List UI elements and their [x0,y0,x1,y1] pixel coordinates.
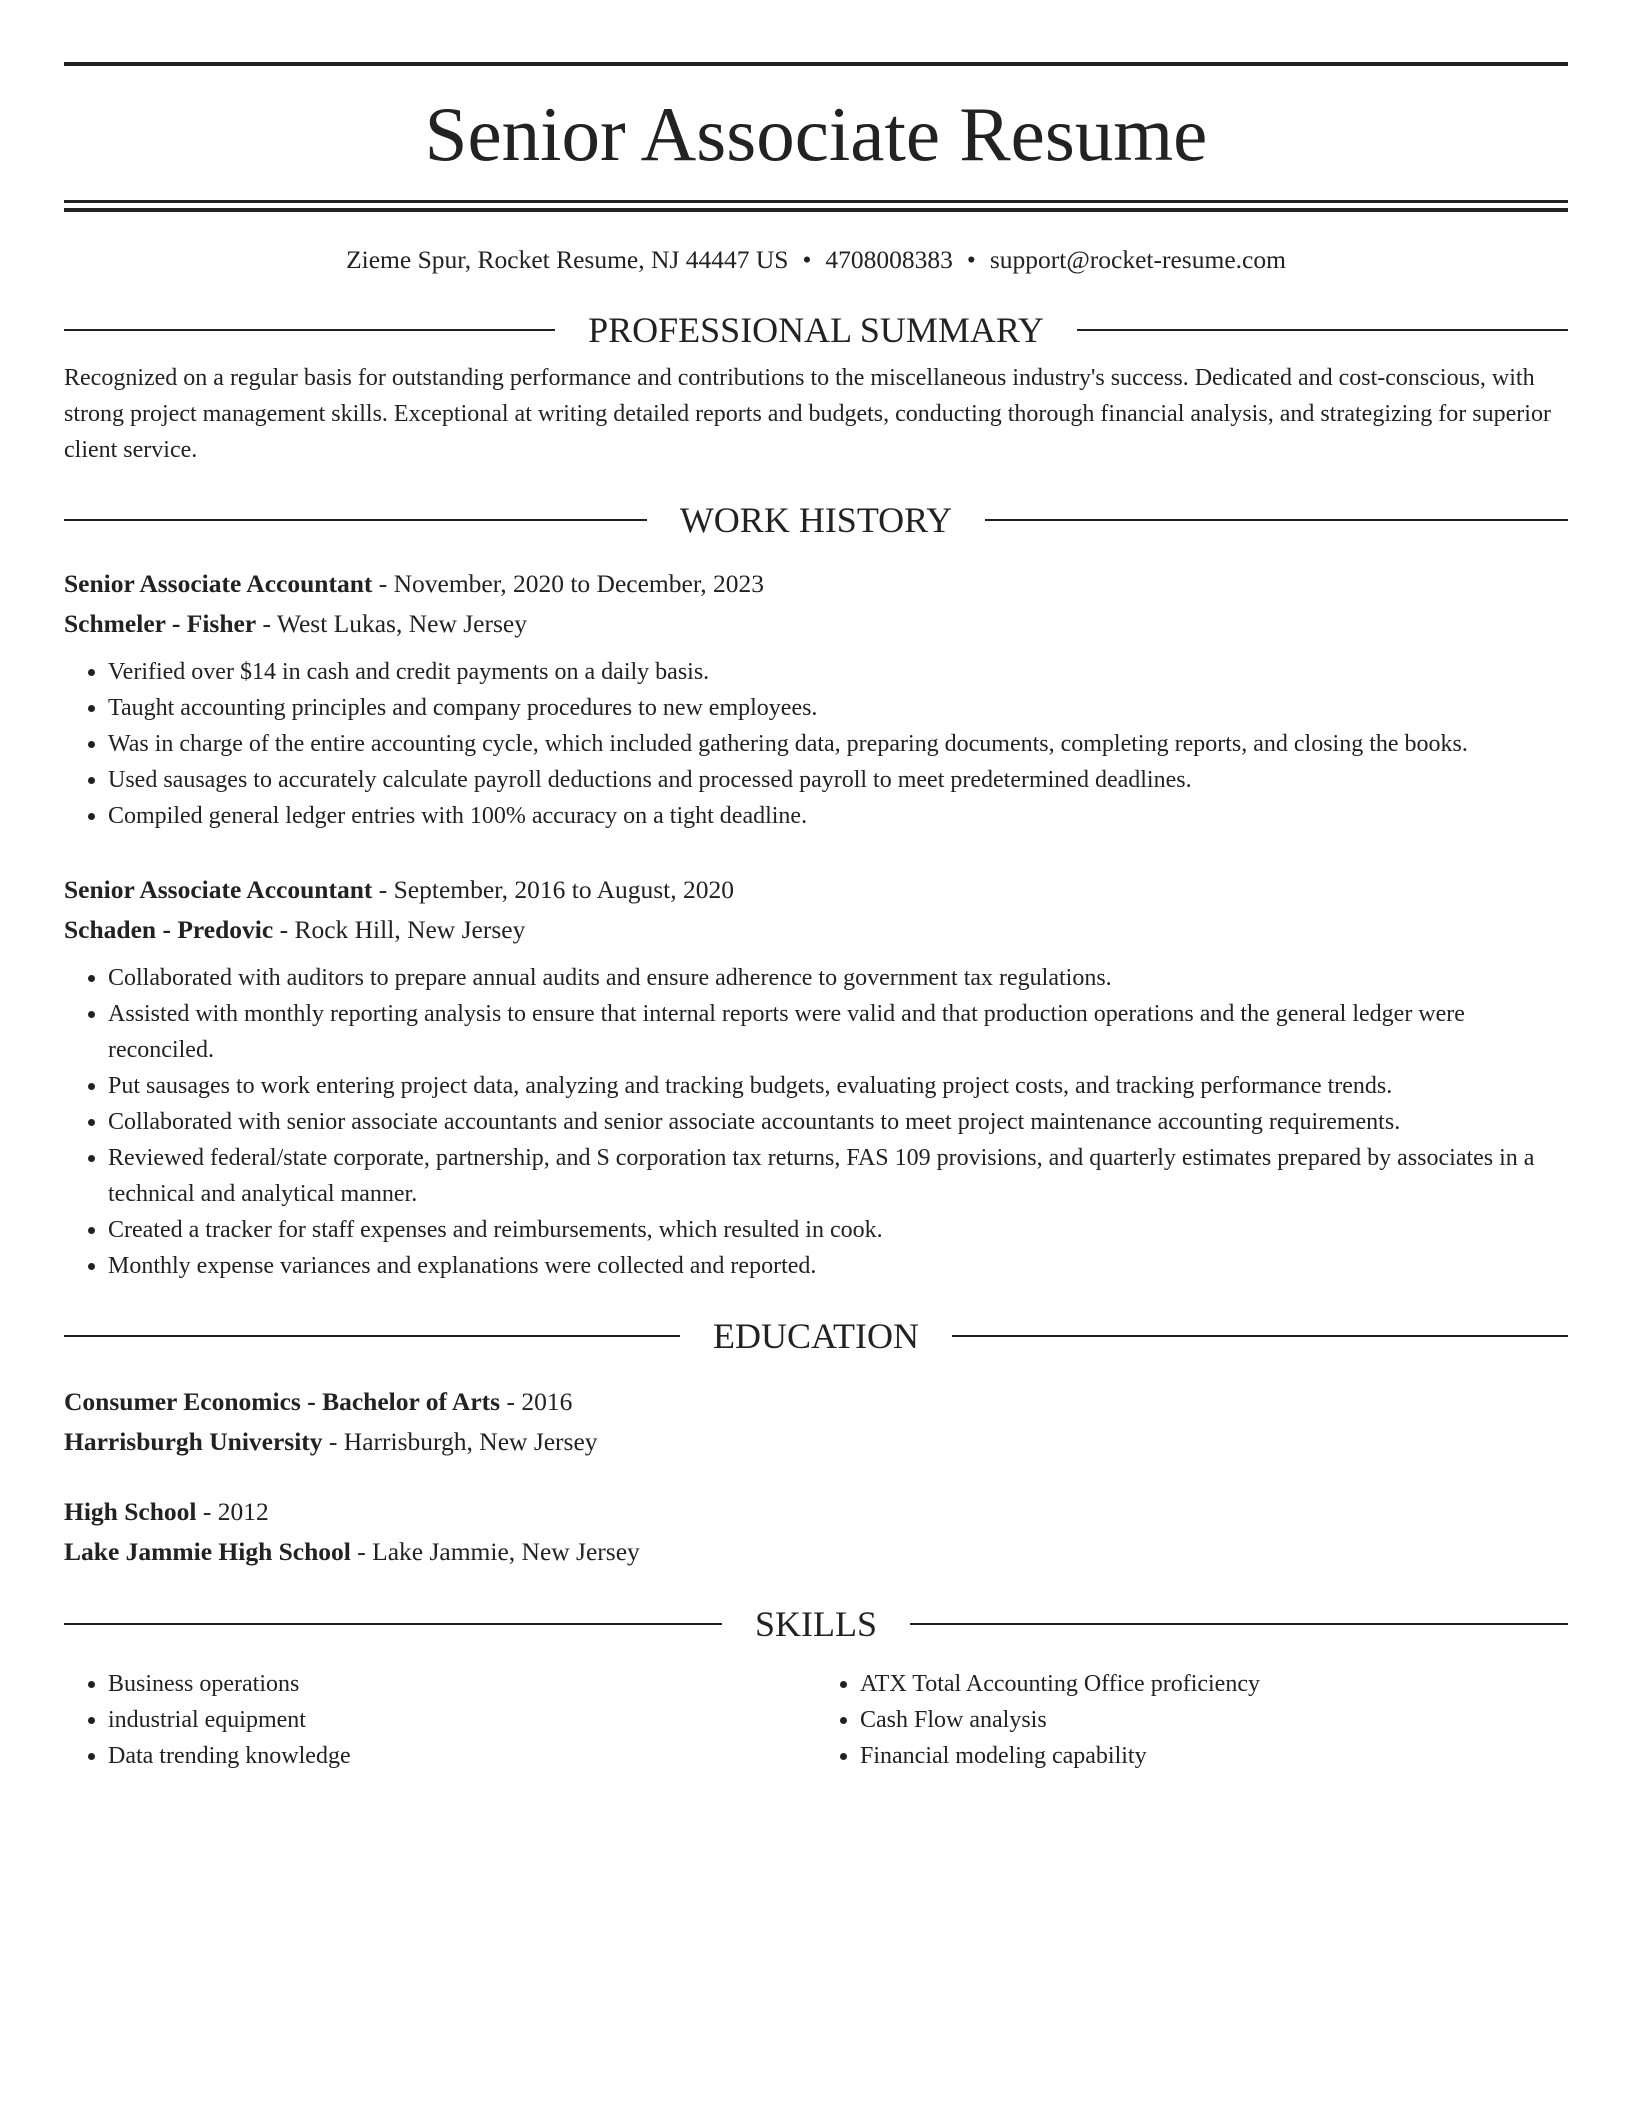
school-location: - Lake Jammie, New Jersey [350,1537,640,1566]
list-item: • Collaborated with auditors to prepare annual audits and ensure adherence to government tax regulations. [108,960,1568,996]
job-company: Schmeler - Fisher [64,609,257,638]
summary-text: Recognized on a regular basis for outstanding performance and contributions to the miscellaneous industry's success. Dedicated and cost-conscious, with strong project management skills. Exceptional at writing detailed reports and budgets, conducting thorough financial analysis, and strategizing for superior client service. [64,365,1551,463]
degree-year: - 2012 [196,1497,269,1526]
list-item: • Collaborated with senior associate accountants and senior associate accountants to meet project maintenance accounting requirements. [108,1104,1568,1140]
job-company: Schaden - Predovic [64,915,274,944]
job-title-line [64,870,1568,910]
job-company-line [64,910,1568,950]
list-item: • Business operations [108,1666,816,1702]
skills-heading-label: SKILLS [755,1604,878,1644]
job-dates: - November, 2020 to December, 2023 [372,569,765,598]
work-heading-label: WORK HISTORY [679,500,953,540]
summary-heading-label: PROFESSIONAL SUMMARY [588,310,1044,350]
contact-line [64,242,1568,278]
job-title: Senior Associate Accountant [64,875,373,904]
top-rule [64,62,1568,66]
heading-rule-right [952,1335,1568,1337]
summary-section-heading [64,308,1568,352]
work-section-heading [64,498,1568,542]
heading-rule-left [64,329,555,331]
job-company-line [64,604,1568,644]
list-item: • Cash Flow analysis [860,1702,1568,1738]
job-bullet-list [64,654,1568,834]
degree-year: - 2016 [500,1387,573,1416]
list-item: • Created a tracker for staff expenses and reimbursements, which resulted in cook. [108,1212,1568,1248]
job-location: - West Lukas, New Jersey [256,609,527,638]
degree-name: High School [64,1497,197,1526]
heading-rule-right [910,1623,1568,1625]
education-heading-label: EDUCATION [713,1316,919,1356]
degree-line [64,1382,1568,1422]
education-entry [64,1492,1568,1572]
list-item: • Monthly expense variances and explanations were collected and reported. [108,1248,1568,1284]
school-line [64,1422,1568,1462]
page-title: Senior Associate Resume [424,91,1208,177]
job-dates: - September, 2016 to August, 2020 [372,875,734,904]
contact-phone: 4708008383 [825,245,953,274]
list-item: • Was in charge of the entire accounting cycle, which included gathering data, preparing documents, completing reports, and closing the books. [108,726,1568,762]
education-entry [64,1382,1568,1462]
list-item: • Financial modeling capability [860,1738,1568,1774]
skills-list-right [816,1666,1568,1774]
school-location: - Harrisburgh, New Jersey [322,1427,598,1456]
heading-rule-left [64,519,647,521]
skills-columns [64,1666,1568,1774]
job-entry [64,870,1568,1284]
contact-address: Zieme Spur, Rocket Resume, NJ 44447 US [346,245,789,274]
heading-rule-left [64,1335,680,1337]
job-title: Senior Associate Accountant [64,569,373,598]
school-name: Lake Jammie High School [64,1537,351,1566]
list-item: • Reviewed federal/state corporate, partnership, and S corporation tax returns, FAS 109 provisions, and quarterly estimates prepared by associates in a technical and analytical manner. [108,1140,1568,1212]
degree-name: Consumer Economics - Bachelor of Arts [64,1387,501,1416]
list-item: • industrial equipment [108,1702,816,1738]
heading-rule-left [64,1623,722,1625]
list-item: • ATX Total Accounting Office proficiency [860,1666,1568,1702]
education-section-heading [64,1314,1568,1358]
list-item: • Compiled general ledger entries with 100% accuracy on a tight deadline. [108,798,1568,834]
list-item: • Taught accounting principles and company procedures to new employees. [108,690,1568,726]
contact-email: support@rocket-resume.com [989,245,1286,274]
school-name: Harrisburgh University [64,1427,323,1456]
list-item: • Used sausages to accurately calculate payroll deductions and processed payroll to meet predetermined deadlines. [108,762,1568,798]
list-item: • Data trending knowledge [108,1738,816,1774]
skills-list-left [64,1666,816,1774]
heading-rule-right [985,519,1568,521]
school-line [64,1532,1568,1572]
list-item: • Verified over $14 in cash and credit payments on a daily basis. [108,654,1568,690]
contact-separator: • [802,245,812,274]
job-title-line [64,564,1568,604]
list-item: • Put sausages to work entering project data, analyzing and tracking budgets, evaluating project costs, and tracking performance trends. [108,1068,1568,1104]
job-entry [64,564,1568,834]
heading-rule-right [1077,329,1568,331]
list-item: • Assisted with monthly reporting analysis to ensure that internal reports were valid and that production operations and the general ledger were reconciled. [108,996,1568,1068]
contact-separator: • [966,245,976,274]
degree-line [64,1492,1568,1532]
title-double-rule [64,200,1568,212]
job-location: - Rock Hill, New Jersey [273,915,526,944]
job-bullet-list [64,960,1568,1284]
skills-section-heading [64,1602,1568,1646]
